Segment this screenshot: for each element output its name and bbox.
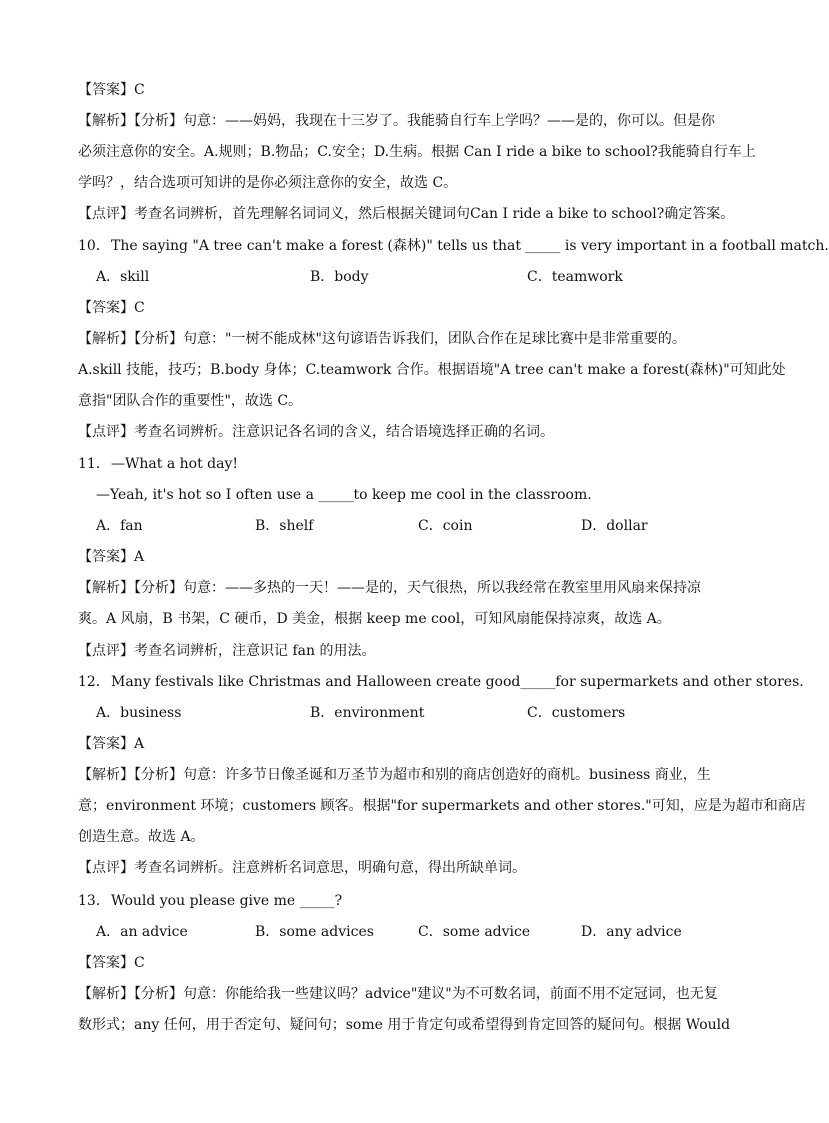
q12-analysis-line: 意；environment 环境；customers 顾客。根据"for supermarkets and other stores."可知，应是为超市和商店	[78, 798, 806, 814]
question-11	[78, 454, 742, 474]
q12-analysis-line: 创造生意。故选 A。	[78, 829, 205, 845]
q13-answer: 【答案】C	[78, 955, 145, 971]
q12-comment: 【点评】考查名词辨析。注意辨析名词意思，明确句意，得出所缺单词。	[78, 860, 526, 876]
option-b: B．body	[310, 269, 369, 285]
q11-answer: 【答案】A	[78, 549, 145, 565]
q13-analysis-line: 数形式；any 任何，用于否定句、疑问句；some 用于肯定句或希望得到肯定回答的疑问句。根据 Would	[78, 1017, 731, 1033]
q12-options	[96, 703, 736, 723]
option-c: C．teamwork	[527, 269, 623, 285]
q9-analysis-line: 【解析】【分析】句意：——妈妈，我现在十三岁了。我能骑自行车上学吗？——是的，你可以。但是你	[78, 113, 715, 129]
q12-answer: 【答案】A	[78, 736, 145, 752]
q9-answer: 【答案】C	[78, 82, 145, 98]
option-b: B．some advices	[255, 924, 374, 940]
q10-answer: 【答案】C	[78, 300, 145, 316]
q11-comment: 【点评】考查名词辨析，注意识记 fan 的用法。	[78, 643, 376, 659]
option-b: B．environment	[310, 705, 425, 721]
option-a: A．skill	[96, 269, 150, 285]
question-number: 10．	[78, 238, 110, 254]
option-c: C．customers	[527, 705, 626, 721]
q13-analysis-line: 【解析】【分析】句意：你能给我一些建议吗？advice"建议"为不可数名词，前面不用不定冠词，也无复	[78, 986, 718, 1002]
option-c: C．coin	[418, 518, 473, 534]
q9-analysis-line: 必须注意你的安全。A.规则；B.物品；C.安全；D.生病。根据 Can I ride a bike to school?我能骑自行车上	[78, 144, 756, 160]
question-13	[78, 891, 742, 911]
q10-options	[96, 267, 736, 287]
q11-options	[96, 516, 736, 536]
question-11-line-2: —Yeah, it's hot so I often use a _____to keep me cool in the classroom.	[96, 487, 592, 503]
question-text: —What a hot day!	[111, 456, 238, 472]
question-12	[78, 672, 804, 692]
q11-analysis-line: 爽。A 风扇，B 书架，C 硬币，D 美金，根据 keep me cool，可知风扇能保持凉爽，故选 A。	[78, 611, 671, 627]
question-10	[78, 236, 829, 256]
question-text: Would you please give me _____?	[111, 893, 343, 909]
q9-comment: 【点评】考查名词辨析，首先理解名词词义，然后根据关键词句Can I ride a bike to school?确定答案。	[78, 206, 735, 222]
question-text: The saying "A tree can't make a forest (森林)" tells us that _____ is very important in a football match.	[111, 238, 829, 254]
q13-options	[96, 922, 736, 942]
question-number: 12．	[78, 674, 110, 690]
option-d: D．any advice	[581, 924, 682, 940]
option-a: A．fan	[96, 518, 143, 534]
option-b: B．shelf	[255, 518, 314, 534]
q10-comment: 【点评】考查名词辨析。注意识记各名词的含义，结合语境选择正确的名词。	[78, 424, 554, 440]
question-number: 13．	[78, 893, 110, 909]
question-number: 11．	[78, 456, 110, 472]
option-c: C．some advice	[418, 924, 531, 940]
q9-analysis-line: 学吗？，结合选项可知讲的是你必须注意你的安全，故选 C。	[78, 175, 458, 191]
q10-analysis-line: A.skill 技能，技巧；B.body 身体；C.teamwork 合作。根据语境"A tree can't make a forest(森林)"可知此处	[78, 362, 786, 378]
q12-analysis-line: 【解析】【分析】句意：许多节日像圣诞和万圣节为超市和别的商店创造好的商机。business 商业，生	[78, 767, 711, 783]
option-a: A．business	[96, 705, 182, 721]
question-text: Many festivals like Christmas and Halloween create good_____for supermarkets and other stores.	[111, 674, 804, 690]
q10-analysis-line: 意指"团队合作的重要性"，故选 C。	[78, 393, 303, 409]
option-d: D．dollar	[581, 518, 648, 534]
option-a: A．an advice	[96, 924, 188, 940]
q11-analysis-line: 【解析】【分析】句意：——多热的一天！——是的，天气很热，所以我经常在教室里用风扇来保持凉	[78, 580, 701, 596]
q10-analysis-line: 【解析】【分析】句意："一树不能成林"这句谚语告诉我们，团队合作在足球比赛中是非常重要的。	[78, 331, 686, 347]
